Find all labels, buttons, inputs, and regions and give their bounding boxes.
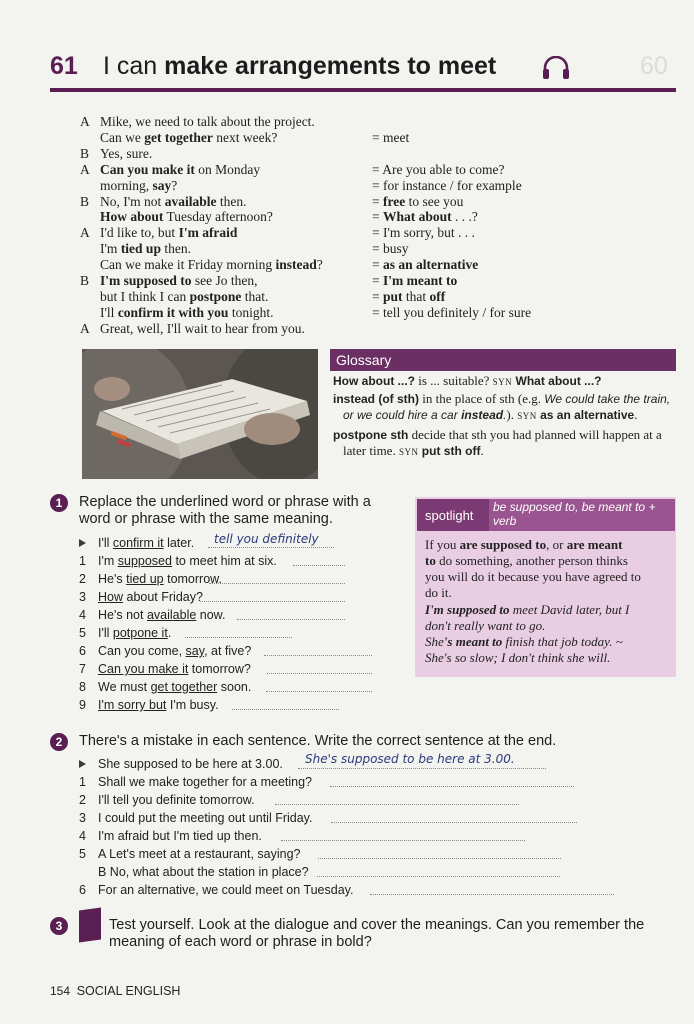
exercise-1-item-number: 7: [79, 662, 86, 676]
meaning-run: = tell you definitely / for sure: [372, 304, 532, 320]
exercise-2-item: I'll tell you definite tomorrow.: [98, 793, 255, 807]
exercise-1-run: I'm: [98, 554, 118, 568]
answer-line: [208, 547, 334, 548]
spotlight-line: [425, 553, 628, 569]
answer-line: [330, 786, 574, 787]
dialogue-line: [100, 241, 191, 257]
spotlight-run: If you: [425, 537, 460, 552]
dialogue-meaning: [372, 130, 409, 146]
meaning-run: =: [372, 273, 383, 288]
dialogue-line: [100, 209, 273, 225]
exercise-1-run: Can you make it: [98, 662, 189, 676]
exercise-1-run: get together: [150, 680, 218, 694]
answer-line: [267, 673, 372, 674]
exercise-2-badge: 2: [50, 733, 68, 751]
dialogue-run: see Jo then,: [191, 273, 258, 288]
glossary-run: instead: [461, 408, 504, 422]
spotlight-example: [425, 618, 545, 634]
glossary-run: postpone sth: [333, 428, 409, 442]
answer-line: [293, 565, 345, 566]
dialogue-meaning: [372, 289, 445, 305]
dialogue-meaning: [372, 178, 522, 194]
exercise-2-item: She supposed to be here at 3.00.: [98, 757, 283, 771]
glossary-run: decide that sth you had planned will happen at a later time.: [343, 427, 662, 458]
exercise-1-instruction: Replace the underlined word or phrase with a word or phrase with the same meaning.: [79, 494, 371, 527]
answer-line: [331, 822, 577, 823]
dialogue-line: [100, 194, 246, 210]
exercise-1-item: [98, 697, 219, 713]
meaning-run: =: [372, 209, 383, 225]
meaning-run: put: [383, 288, 403, 304]
exercise-2-item-number: 1: [79, 775, 86, 789]
dialogue-run: on Monday: [194, 161, 261, 177]
glossary-run: SYN: [492, 377, 513, 387]
dialogue-run: get together: [144, 129, 213, 145]
dialogue-speaker: B: [80, 273, 90, 288]
spotlight-ex-run: meet David later, but I: [509, 602, 630, 617]
glossary-run: instead (of sth): [333, 392, 419, 406]
dialogue-meaning: [372, 225, 475, 241]
exercise-1-example-answer: tell you definitely: [214, 532, 319, 546]
glossary-run: .: [480, 443, 484, 458]
exercise-1-run: later.: [163, 536, 195, 550]
meaning-run: . . .?: [451, 209, 478, 225]
exercise-1-item: [98, 535, 194, 551]
meaning-run: as an alternative: [383, 257, 479, 273]
page-footer: [50, 984, 180, 998]
spotlight-example: [425, 602, 629, 618]
glossary-run: is ... suitable?: [415, 373, 493, 388]
spotlight-run: , or: [546, 537, 567, 552]
spotlight-line: [425, 537, 622, 553]
answer-line: [281, 840, 525, 841]
page-number: 154: [50, 984, 71, 998]
spotlight-ex-run: She's so slow; I don't think she will.: [425, 650, 611, 665]
exercise-1-badge: 1: [50, 494, 68, 512]
dialogue-speaker: A: [80, 114, 90, 129]
glossary-run: as an alternative: [536, 408, 635, 422]
dialogue-line: [100, 257, 323, 273]
dialogue-line: [100, 162, 260, 178]
glossary-run: SYN: [398, 447, 419, 457]
dialogue-meaning: [372, 209, 478, 225]
spotlight-run: do something, another person thinks: [435, 553, 628, 568]
exercise-1-item-number: 1: [79, 554, 86, 568]
exercise-1-run: How: [98, 590, 124, 604]
glossary-run: SYN: [517, 411, 537, 421]
dialogue-run: postpone: [189, 288, 242, 304]
dialogue-run: How about: [100, 209, 164, 225]
meaning-run: I'm meant to: [383, 273, 458, 288]
glossary-entry: [333, 391, 676, 424]
dialogue-run: I'd like to, but: [100, 225, 179, 241]
exercise-1-item: [98, 661, 251, 677]
exercise-1-item-number: 9: [79, 698, 86, 712]
exercise-1-run: I'll: [98, 626, 113, 640]
glossary-entry: [333, 427, 676, 460]
exercise-1-run: to meet him at six.: [171, 554, 277, 568]
exercise-1-run: now.: [196, 608, 226, 622]
dialogue-run: Can you make it: [100, 161, 195, 177]
dialogue-run: then.: [160, 241, 191, 257]
spotlight-run: do it.: [425, 585, 452, 600]
glossary-run: .: [634, 407, 638, 422]
dialogue-run: but I think I can: [100, 288, 190, 304]
exercise-1-run: , at five?: [204, 644, 252, 658]
dialogue-line: [100, 114, 315, 130]
glossary-run: .: [503, 408, 507, 422]
exercise-2-item-number: 2: [79, 793, 86, 807]
dialogue-run: Can we: [100, 129, 145, 145]
meaning-run: = for instance / for example: [372, 177, 522, 193]
header-rule: [50, 88, 676, 92]
spotlight-run: are meant: [566, 537, 623, 552]
exercise-2-item: I could put the meeting out until Friday.: [98, 811, 313, 825]
section-name: SOCIAL ENGLISH: [76, 984, 181, 998]
glossary-entry: [333, 373, 676, 390]
exercise-1-run: I'm sorry but: [98, 698, 167, 712]
spotlight-ex-run: finish that job today. ~: [502, 634, 623, 649]
exercise-1-item: [98, 589, 203, 605]
dialogue-run: then.: [216, 193, 247, 209]
title-plain: I can: [103, 52, 165, 80]
meaning-run: to see you: [405, 193, 464, 209]
exercise-1-run: tomorrow.: [163, 572, 222, 586]
exercise-2-item: A Let's meet at a restaurant, saying?: [98, 847, 301, 861]
exercise-2-item: I'm afraid but I'm tied up then.: [98, 829, 262, 843]
dialogue-run: ?: [171, 177, 178, 193]
answer-line: [237, 619, 345, 620]
dialogue-run: next week?: [212, 129, 278, 145]
dialogue-run: ?: [316, 257, 323, 273]
spotlight-run: you will do it because you have agreed to: [425, 569, 641, 584]
exercise-2-item-number: 3: [79, 811, 86, 825]
meaning-run: =: [372, 193, 383, 209]
dialogue-run: Tuesday afternoon?: [163, 209, 273, 225]
glossary-heading: Glossary: [330, 349, 676, 371]
meaning-run: = I'm sorry, but . . .: [372, 225, 475, 241]
exercise-1-run: available: [146, 608, 197, 622]
answer-line: [298, 768, 546, 769]
dialogue-run: I'm: [100, 241, 121, 257]
photo-diary: [82, 349, 318, 479]
dialogue-line: [100, 178, 177, 194]
spotlight-ex-run: 's meant to: [443, 634, 503, 649]
exercise-1-item: [98, 571, 222, 587]
glossary-run: ).: [506, 407, 518, 422]
example-arrow-icon: [79, 539, 86, 547]
exercise-1-run: tied up: [126, 572, 164, 586]
exercise-2-item-number: 5: [79, 847, 86, 861]
spotlight-line: [425, 585, 452, 601]
glossary-run: put sth off: [418, 444, 481, 458]
glossary-run: How about ...?: [333, 374, 415, 388]
dialogue-speaker: B: [80, 145, 90, 161]
answer-line: [264, 655, 372, 656]
answer-line: [185, 637, 292, 638]
dialogue-speaker: A: [80, 225, 90, 241]
spotlight-ex-run: don't really want to go.: [425, 618, 546, 633]
exercise-1-run: I'll: [98, 536, 113, 550]
exercise-1-item: [98, 679, 251, 695]
dialogue-line: [100, 289, 268, 305]
dialogue-run: I'm supposed to: [100, 273, 192, 288]
dialogue-run: I'll: [100, 304, 118, 320]
spotlight-ex-run: I'm supposed to: [425, 602, 510, 617]
dialogue-meaning: [372, 241, 409, 257]
exercise-1-run: He's not: [98, 608, 147, 622]
spotlight-label: spotlight: [417, 499, 489, 531]
exercise-1-run: soon.: [217, 680, 252, 694]
exercise-1-item-number: 2: [79, 572, 86, 586]
exercise-2-item-number: 4: [79, 829, 86, 843]
meaning-run: What about: [383, 209, 452, 225]
exercise-2-example-answer: She's supposed to be here at 3.00.: [305, 752, 515, 766]
dialogue-run: I'm afraid: [178, 225, 238, 241]
page-title: [103, 52, 496, 81]
dialogue-run: Great, well, I'll wait to hear from you.: [100, 320, 305, 336]
example-arrow-icon: [79, 760, 86, 768]
dialogue-meaning: [372, 162, 504, 178]
exercise-1-run: potpone it: [112, 626, 168, 640]
exercise-1-item-number: 4: [79, 608, 86, 622]
dialogue-line: [100, 130, 277, 146]
dialogue-run: that.: [241, 288, 269, 304]
meaning-run: that: [402, 288, 430, 304]
answer-line: [275, 804, 519, 805]
dialogue-meaning: [372, 273, 457, 289]
dialogue-run: No, I'm not: [100, 193, 165, 209]
exercise-1-run: We must: [98, 680, 151, 694]
exercise-1-run: about Friday?: [123, 590, 203, 604]
meaning-run: off: [429, 288, 446, 304]
exercise-1-run: Can you come,: [98, 644, 186, 658]
exercise-1-item-number: 6: [79, 644, 86, 658]
spotlight-example: [425, 634, 623, 650]
glossary-run: in the place of sth (e.g.: [419, 391, 545, 406]
exercise-1-run: He's: [98, 572, 127, 586]
dialogue-run: morning,: [100, 177, 153, 193]
dialogue-run: confirm it with you: [117, 304, 229, 320]
dialogue-line: [100, 146, 152, 162]
spotlight-line: [425, 569, 641, 585]
answer-line: [318, 858, 561, 859]
exercise-1-run: tomorrow?: [188, 662, 251, 676]
dialogue-run: tonight.: [228, 304, 274, 320]
answer-line: [209, 583, 345, 584]
exercise-2-instruction: There's a mistake in each sentence. Write the correct sentence at the end.: [79, 733, 557, 749]
dialogue-run: Can we make it Friday morning: [100, 257, 276, 273]
answer-line: [232, 709, 339, 710]
exercise-2-item: Shall we make together for a meeting?: [98, 775, 313, 789]
spotlight-run: are supposed to: [459, 537, 547, 552]
meaning-run: = meet: [372, 129, 410, 145]
dialogue-speaker: B: [80, 193, 90, 209]
spotlight-title: be supposed to, be meant to + verb: [493, 500, 656, 528]
dialogue-run: instead: [275, 257, 317, 273]
answer-line: [317, 876, 560, 877]
diary-illustration: [82, 349, 318, 479]
unit-number: 61: [50, 52, 78, 80]
dialogue-speaker: A: [80, 161, 90, 177]
exercise-2-item-number: 6: [79, 883, 86, 897]
exercise-1-item: [98, 643, 251, 659]
meaning-run: =: [372, 257, 383, 273]
facing-page-ghost-text: 60: [640, 52, 668, 80]
glossary-run: We could take the train, or we could hire a car: [343, 392, 671, 422]
headphones-icon[interactable]: [541, 56, 571, 80]
exercise-1-run: say: [185, 644, 205, 658]
spotlight-run: to: [425, 553, 436, 568]
answer-line: [200, 601, 345, 602]
dialogue-run: say: [152, 177, 172, 193]
exercise-1-item-number: 8: [79, 680, 86, 694]
spotlight-example: [425, 650, 610, 666]
exercise-1-item-number: 3: [79, 590, 86, 604]
exercise-1-item-number: 5: [79, 626, 86, 640]
exercise-1-item: [98, 607, 225, 623]
dialogue-speaker: A: [80, 320, 90, 336]
glossary-run: What about ...?: [512, 374, 602, 388]
cover-card-icon: [79, 907, 101, 942]
title-bold: make arrangements to meet: [164, 52, 497, 80]
meaning-run: = Are you able to come?: [372, 161, 505, 177]
exercise-1-item: [98, 553, 277, 569]
answer-line: [370, 894, 614, 895]
exercise-2-item: For an alternative, we could meet on Tuesday.: [98, 883, 354, 897]
dialogue-run: available: [164, 193, 217, 209]
exercise-3-instruction: Test yourself. Look at the dialogue and cover the meanings. Can you remember the meaning of each word or phrase in bold?: [109, 917, 645, 950]
exercise-3-badge: 3: [50, 917, 68, 935]
dialogue-run: tied up: [120, 241, 161, 257]
meaning-run: =: [372, 288, 383, 304]
dialogue-run: Mike, we need to talk about the project.: [100, 114, 315, 129]
exercise-1-run: supposed: [117, 554, 172, 568]
exercise-1-item: [98, 625, 171, 641]
answer-line: [266, 691, 372, 692]
exercise-1-run: .: [167, 626, 172, 640]
dialogue-run: Yes, sure.: [100, 145, 153, 161]
exercise-1-run: I'm busy.: [166, 698, 219, 712]
dialogue-line: [100, 273, 258, 289]
dialogue-meaning: [372, 305, 531, 321]
dialogue-meaning: [372, 257, 478, 273]
dialogue-line: [100, 305, 273, 321]
exercise-2-item: B No, what about the station in place?: [98, 865, 309, 879]
exercise-1-run: confirm it: [112, 536, 164, 550]
spotlight-ex-run: She: [425, 634, 444, 649]
dialogue-meaning: [372, 194, 463, 210]
meaning-run: = busy: [372, 241, 409, 257]
dialogue-line: [100, 321, 305, 337]
meaning-run: free: [383, 193, 406, 209]
dialogue-line: [100, 225, 237, 241]
